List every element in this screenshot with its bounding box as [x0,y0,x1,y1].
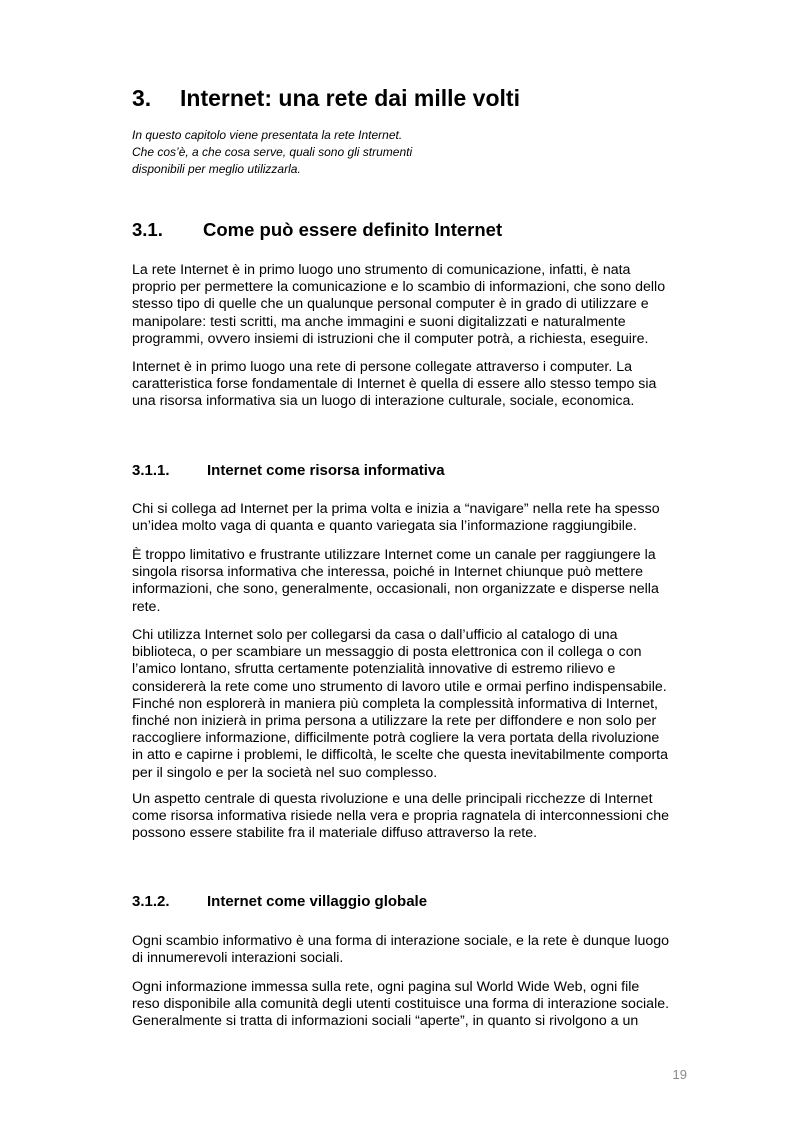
text-line: possono essere stabilite fra il materiale diffuso attraverso la rete. [132,825,538,842]
text-line: considererà la rete come uno strumento di lavoro utile e ormai perfino indispensabile. [132,678,667,695]
text-line: informazioni, che sono, generalmente, occasionali, non organizzate e disperse nella [132,581,659,598]
subsection-number: 3.1.1. [132,462,170,479]
text-line: una risorsa informativa sia un luogo di interazione culturale, sociale, economica. [132,393,635,410]
subsection-number: 3.1.2. [132,893,170,910]
paragraph [132,627,692,782]
text-line: finché non inizierà in prima persona a utilizzare la rete per diffondere e non solo per [132,712,657,729]
text-line: Ogni informazione immessa sulla rete, ogni pagina sul World Wide Web, ogni file [132,979,640,995]
paragraph [132,933,692,967]
paragraph [132,501,692,535]
text-line: Generalmente si tratta di informazioni sociali “aperte”, in quanto si rivolgono a un [132,1013,639,1030]
text-line: raccogliere informazione, difficilmente potrà cogliere la vera portata della rivoluzione [132,730,660,747]
text-line: di innumerevoli interazioni sociali. [132,950,344,967]
text-line: stesso tipo di quelle che un qualunque personal computer è in grado di utilizzare e [132,296,649,313]
text-line: proprio per permettere la comunicazione e lo scambio di informazioni, che sono dello [132,279,666,296]
text-line: manipolare: testi scritti, ma anche immagini e suoni digitalizzati e naturalmente [132,313,626,330]
text-line: Chi si collega ad Internet per la prima volta e inizia a “navigare” nella rete ha spesso [132,501,660,517]
text-line: Finché non esplorerà in maniera più completa la complessità informativa di Internet, [132,695,658,712]
text-line: in atto e capirne i problemi, le difficoltà, le scelte che questa inevitabilmente comporta [132,747,669,764]
page-number: 19 [672,1067,687,1082]
abstract-line: In questo capitolo viene presentata la rete Internet. [132,128,403,142]
text-line: come risorsa informativa risiede nella vera e propria ragnatela di interconnessioni che [132,808,670,825]
text-line: Un aspetto centrale di questa rivoluzione e una delle principali ricchezze di Internet [132,791,653,807]
abstract-line: disponibili per meglio utilizzarla. [132,162,301,177]
text-line: È troppo limitativo e frustrante utilizzare Internet come un canale per raggiungere la [132,547,656,563]
section-title: Come può essere definito Internet [203,219,503,240]
subsection-title: Internet come risorsa informativa [207,462,445,479]
text-line: Chi utilizza Internet solo per collegarsi da casa o dall’ufficio al catalogo di una [132,627,618,643]
abstract-line: Che cos’è, a che cosa serve, quali sono gli strumenti [132,145,413,160]
paragraph [132,791,692,843]
text-line: per il singolo e per la società nel suo complesso. [132,764,438,781]
text-line: caratteristica forse fondamentale di Internet è quella di essere allo stesso tempo sia [132,376,657,393]
subsection-title: Internet come villaggio globale [207,893,428,910]
paragraph [132,262,692,348]
text-line: Internet è in primo luogo una rete di persone collegate attraverso i computer. La [132,359,633,375]
text-line: l’amico lontano, sfrutta certamente potenzialità innovative di estremo rilievo e [132,661,616,678]
text-line: reso disponibile alla comunità degli utenti costituisce una forma di interazione sociale. [132,996,670,1013]
text-line: Ogni scambio informativo è una forma di interazione sociale, e la rete è dunque luogo [132,933,670,949]
paragraph [132,979,692,1031]
text-line: un’idea molto vaga di quanta e quanto variegata sia l’informazione raggiungibile. [132,518,637,535]
text-line: La rete Internet è in primo luogo uno strumento di comunicazione, infatti, è nata [132,262,631,278]
text-line: biblioteca, o per scambiare un messaggio di posta elettronica con il collega o con [132,644,642,661]
text-line: programmi, ovvero insiemi di istruzioni che il computer potrà, a richiesta, eseguire. [132,330,649,347]
text-line: singola risorsa informativa che interessa, poiché in Internet chiunque può mettere [132,564,644,581]
chapter-number: 3. [132,85,152,111]
text-line: rete. [132,598,161,615]
chapter-abstract [132,128,472,180]
chapter-title: Internet: una rete dai mille volti [180,85,520,111]
paragraph [132,359,692,411]
paragraph [132,547,692,616]
section-number: 3.1. [132,219,163,240]
